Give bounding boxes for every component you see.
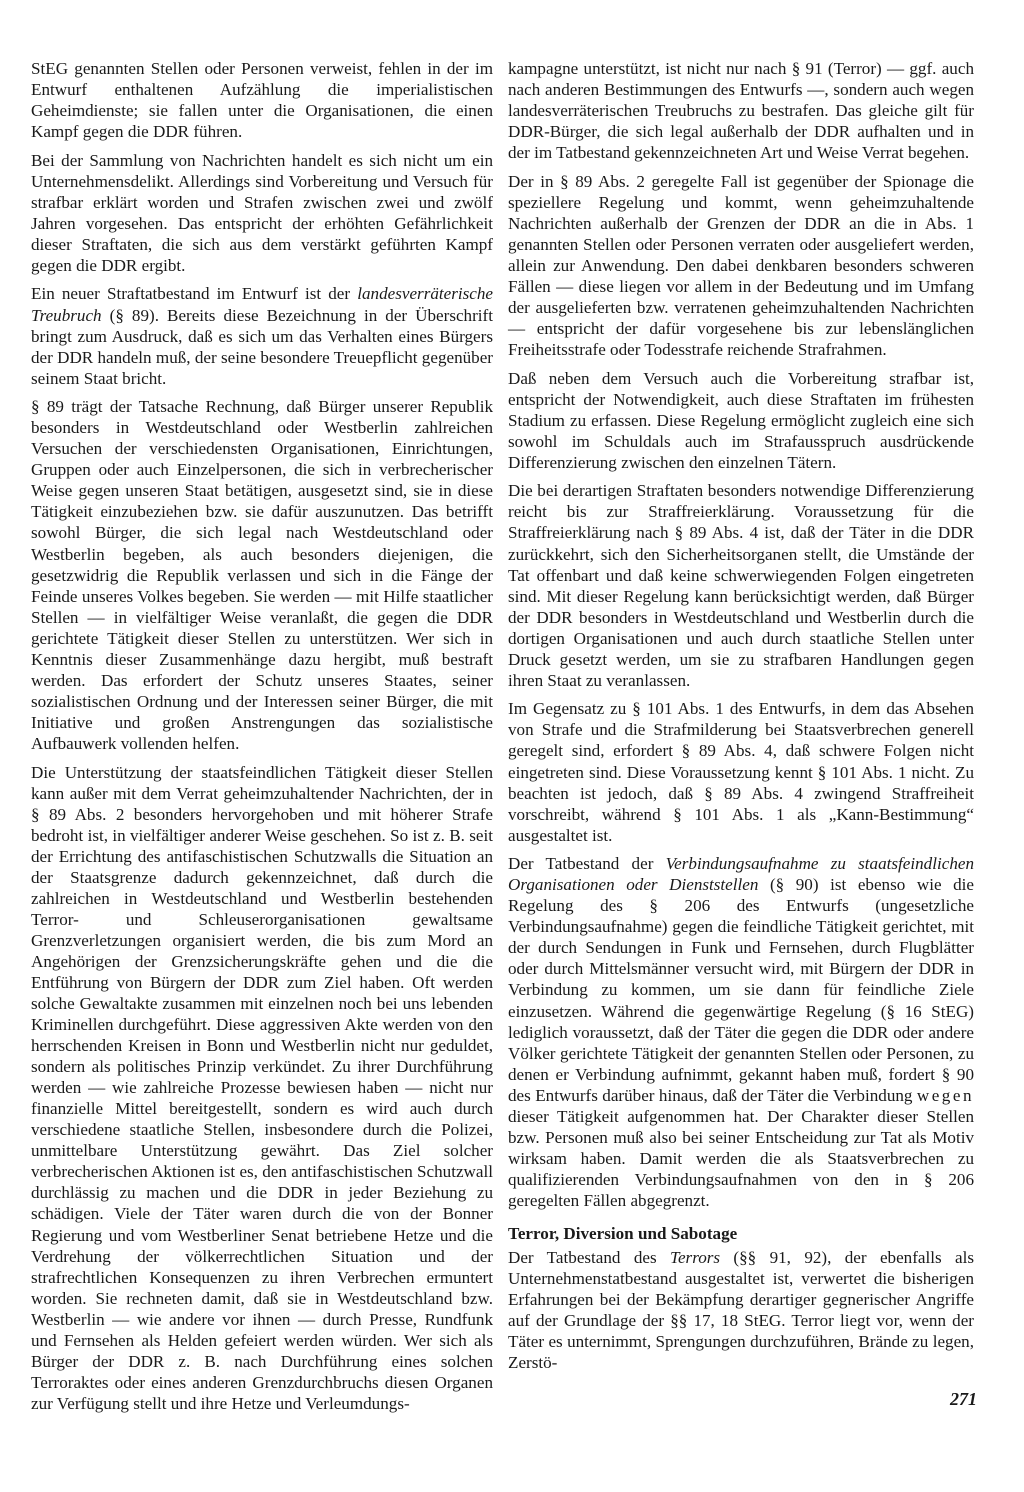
paragraph: Daß neben dem Versuch auch die Vorbereitung strafbar ist, entspricht der Notwendigkeit, auch diese Straftaten im frühesten Stadium zu erfassen. Diese Regelung ermöglicht zugleich eine sich sowohl im Schuldals auch im Strafausspruch ausdrückende Differenzierung zwischen den einzelnen Tätern. — [508, 368, 974, 472]
paragraph — [508, 1247, 974, 1373]
paragraph: Die Unterstützung der staatsfeindlichen Tätigkeit dieser Stellen kann außer mit dem Verrat geheimzuhaltender Nachrichten, der in § 89 Abs. 2 besonders hervorgehoben und mit höherer Strafe bedroht ist, in vielfältiger anderer Weise geschehen. So ist z. B. seit der Errichtung des antifaschistischen Schutzwalls die Situation an der Staatsgrenze dadurch gekennzeichnet, daß durch die zahlreichen in Westdeutschland und Westberlin bestehenden Terror- und Schleuserorganisationen gewaltsame Grenzverletzungen organisiert werden, die bis zum Mord an Angehörigen der Grenzsicherungskräfte gehen und die die Entführung von Bürgern der DDR zum Ziel haben. Oft werden solche Gewaltakte zusammen mit einzelnen noch bei uns lebenden Kriminellen durchgeführt. Diese aggressiven Akte werden von den herrschenden Kreisen in Bonn und Westberlin nicht nur geduldet, sondern als politisches Prinzip verkündet. Zu ihrer Durchführung werden — wie zahlreiche Prozesse bewiesen haben — nicht nur finanzielle Mittel bereitgestellt, sondern es wird auch durch verschiedene staatliche Stellen, insbesondere durch die Polizei, unmittelbare Unterstützung gewährt. Das Ziel solcher verbrecherischen Aktionen ist es, den antifaschistischen Schutzwall durchlässig zu machen und die DDR in jeder Beziehung zu schädigen. Viele der Täter waren durch die von der Bonner Regierung und vom Westberliner Senat betriebene Hetze und die Verdrehung der völkerrechtlichen Situation und der strafrechtlichen Konsequenzen zu ihren Verbrechen ermuntert worden. Sie rechneten damit, daß sie in Westdeutschland bzw. Westberlin — wie andere vor ihnen — durch Presse, Rundfunk und Fernsehen als Helden gefeiert werden würden. Wer sich als Bürger der DDR z. B. nach Durchführung eines solchen Terroraktes oder eines anderen Grenzdurchbruchs diesen Organen zur Verfügung stellt und ihre Hetze und Verleumdungs- — [31, 762, 493, 1413]
section-heading: Terror, Diversion und Sabotage — [508, 1223, 738, 1243]
text-run: Ein neuer Straftatbestand im Entwurf ist der — [31, 284, 358, 304]
paragraph — [508, 853, 974, 1211]
italic-term: landesverräterische Treubruch — [31, 284, 493, 325]
italic-term: Verbindungsaufnahme zu staatsfeindlichen Organisationen oder Dienststellen — [508, 854, 974, 895]
text-run: (§ 90) ist ebenso wie die Regelung des § 206 des Entwurfs (ungesetzliche Verbindungsaufnahme) gegen die feindliche Tätigkeit gerichtet, mit der durch Sendungen in Funk und Fernsehen, durch Flugblätter oder durch Mittelsmänner versucht wird, mit Bürgern der DDR in Verbindung zu kommen, um sie dann für feindliche Ziele einzusetzen. Während die gegenwärtige Regelung (§ 16 StEG) lediglich voraussetzt, daß der Täter die gegen die DDR oder andere Völker gerichtete Tätigkeit der genannten Stellen oder Personen, zu denen er Verbindung aufnimmt, gekannt haben muß, fordert § 90 des Entwurfs darüber hinaus, daß der Täter die Verbindung — [508, 875, 974, 1105]
paragraph — [31, 283, 493, 388]
paragraph: Der in § 89 Abs. 2 geregelte Fall ist gegenüber der Spionage die speziellere Regelung und kommt, wenn geheimzuhaltende Nachrichten außerhalb der Grenzen der DDR an die in Abs. 1 genannten Stellen oder Personen verraten oder ausgeliefert werden, allein zur Anwendung. Den dabei denkbaren besonders schweren Fällen — diese liegen vor allem in der Bedeutung und im Umfang der ausgelieferten bzw. verratenen geheimzuhaltenden Nachrichten — entspricht der dafür vorgesehene bis zur lebenslänglichen Freiheitsstrafe oder Todesstrafe reichende Strafrahmen. — [508, 171, 974, 360]
text-run: (§ 89). Bereits diese Bezeichnung in der Überschrift bringt zum Ausdruck, daß es sich um das Verhalten eines Bürgers der DDR handeln muß, der seine besondere Treuepflicht gegenüber seinem Staat bricht. — [31, 305, 493, 388]
paragraph: Die bei derartigen Straftaten besonders notwendige Differenzierung reicht bis zur Straffreierklärung. Voraussetzung für die Straffreierklärung nach § 89 Abs. 4 ist, daß der Täter in die DDR zurückkehrt, sich den Sicherheitsorganen stellt, die Umstände der Tat offenbart und daß keine schwerwiegenden Folgen eingetreten sind. Mit dieser Regelung kann berücksichtigt werden, daß Bürger der DDR besonders in Westdeutschland und Westberlin durch die dortigen Organisationen und auch durch staatliche Stellen unter Druck gesetzt werden, um sie zu strafbaren Handlungen gegen ihren Staat zu veranlassen. — [508, 481, 974, 690]
right-column — [508, 58, 974, 1381]
text-run: (§§ 91, 92), der ebenfalls als Unternehmenstatbestand ausgestaltet ist, verwertet die bisherigen Erfahrungen bei der Bekämpfung derartiger gegnerischer Angriffe auf der Grundlage der §§ 17, 18 StEG. Terror liegt vor, wenn der Täter es unternimmt, Sprengungen durchzuführen, Brände zu legen, Zerstö- — [508, 1248, 974, 1373]
paragraph: § 89 trägt der Tatsache Rechnung, daß Bürger unserer Republik besonders in Westdeutschland oder Westberlin zahlreichen Versuchen der verschiedensten Organisationen, Einrichtungen, Gruppen oder auch Einzelpersonen, die sich in verbrecherischer Weise gegen unseren Staat betätigen, ausgesetzt sind, sie in diese Tätigkeit einzubeziehen bzw. sie dafür auszunutzen. Das betrifft sowohl Bürger, die sich legal nach Westdeutschland oder Westberlin begeben, als auch besonders diejenigen, die gesetzwidrig die Republik verlassen und sich in die Fänge der Feinde unseres Volkes begeben. Sie werden — mit Hilfe staatlicher Stellen — in vielfältiger Weise veranlaßt, die gegen die DDR gerichtete Tätigkeit dieser Stellen zu unterstützen. Wer sich in Kenntnis dieser Zusammenhänge dazu hergibt, muß bestraft werden. Das erfordert der Schutz unseres Staates, seiner sozialistischen Ordnung und der Interessen seiner Bürger, die mit Initiative und großen Anstrengungen das sozialistische Aufbauwerk vollenden helfen. — [31, 397, 493, 753]
text-run: dieser Tätigkeit aufgenommen hat. Der Charakter dieser Stellen bzw. Personen muß also bei seiner Entscheidung zur Tat als Motiv wirksam haben. Damit werden die als Staatsverbrechen zu qualifizierenden Verbindungsaufnahmen von den in § 206 geregelten Fällen abgegrenzt. — [508, 1106, 974, 1210]
text-run: Der Tatbestand des — [508, 1248, 671, 1268]
spaced-emphasis: wegen — [916, 1085, 974, 1105]
page-number: 271 — [950, 1389, 977, 1409]
paragraph: kampagne unterstützt, ist nicht nur nach § 91 (Terror) — ggf. auch nach anderen Bestimmungen des Entwurfs —, sondern auch wegen landesverräterischen Treubruchs zu bestrafen. Das gleiche gilt für DDR-Bürger, die sich legal außerhalb der DDR aufhalten und in der im Tatbestand gekennzeichneten Art und Weise Verrat begehen. — [508, 59, 974, 163]
paragraph: Im Gegensatz zu § 101 Abs. 1 des Entwurfs, in dem das Absehen von Strafe und die Strafmilderung bei Staatsverbrechen generell geregelt sind, erfordert § 89 Abs. 4, daß schwere Folgen nicht eingetreten sind. Diese Voraussetzung kennt § 101 Abs. 1 nicht. Zu beachten ist jedoch, daß § 89 Abs. 4 zwingend Straffreiheit vorschreibt, während § 101 Abs. 1 als „Kann-Bestimmung“ ausgestaltet ist. — [508, 699, 974, 845]
paragraph: Bei der Sammlung von Nachrichten handelt es sich nicht um ein Unternehmensdelikt. Allerdings sind Vorbereitung und Versuch für strafbar erklärt worden und Strafen zwischen zwei und zwölf Jahren vorgesehen. Das entspricht der erhöhten Gefährlichkeit dieser Straftaten, die sich aus dem verstärkt geführten Kampf gegen die DDR ergibt. — [31, 150, 493, 275]
text-run: Der Tatbestand der — [508, 854, 666, 874]
left-column — [31, 58, 493, 1421]
italic-term: Terrors — [670, 1248, 721, 1268]
paragraph: StEG genannten Stellen oder Personen verweist, fehlen in der im Entwurf enthaltenen Aufzählung die imperialistischen Geheimdienste; sie fallen unter die Organisationen, die einen Kampf gegen die DDR führen. — [31, 59, 493, 142]
